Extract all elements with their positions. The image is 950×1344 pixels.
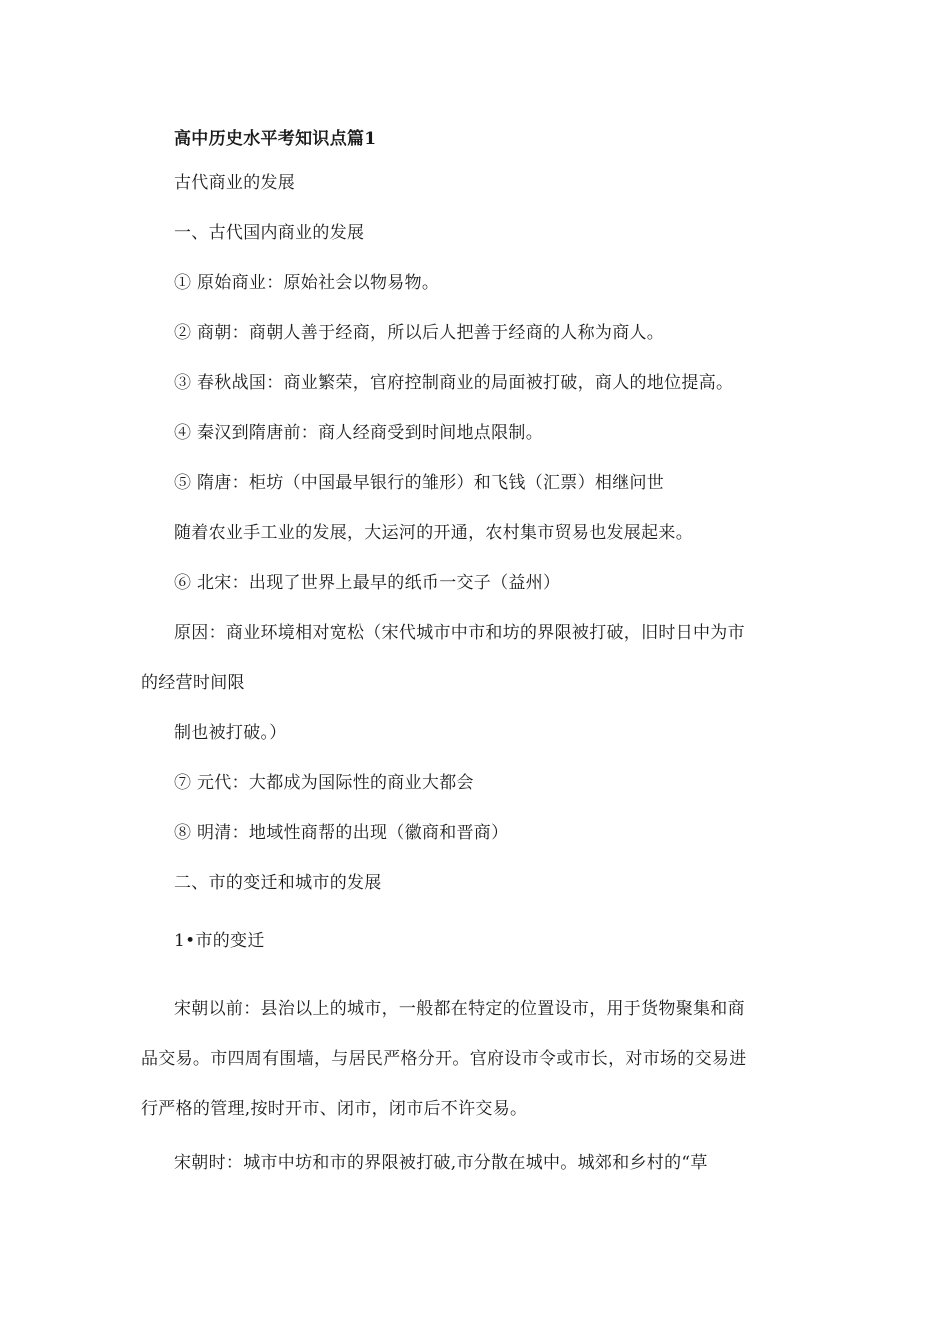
list-item: ④ 秦汉到隋唐前：商人经商受到时间地点限制。 <box>174 423 544 443</box>
list-item: ⑦ 元代：大都成为国际性的商业大都会 <box>174 773 474 793</box>
paragraph-line: 随着农业手工业的发展，大运河的开通，农村集市贸易也发展起来。 <box>174 523 693 543</box>
list-item: ③ 春秋战国：商业繁荣，官府控制商业的局面被打破，商人的地位提高。 <box>174 373 734 393</box>
paragraph-line: 制也被打破。） <box>174 723 287 743</box>
paragraph-line: 行严格的管理,按时开市、闭市，闭市后不许交易。 <box>141 1099 528 1119</box>
paragraph-line: 的经营时间限 <box>141 673 245 693</box>
list-item: ② 商朝：商朝人善于经商，所以后人把善于经商的人称为商人。 <box>174 323 665 343</box>
subsection-heading: 二、市的变迁和城市的发展 <box>174 873 382 893</box>
list-item: ⑤ 隋唐：柜坊（中国最早银行的雏形）和飞钱（汇票）相继问世 <box>174 473 665 493</box>
subsection-heading: 一、古代国内商业的发展 <box>174 223 365 243</box>
list-item: ① 原始商业：原始社会以物易物。 <box>174 273 440 293</box>
paragraph-line: 品交易。市四周有围墙，与居民严格分开。官府设市令或市长，对市场的交易进 <box>141 1049 747 1069</box>
section-heading: 古代商业的发展 <box>174 173 296 193</box>
list-item: ⑥ 北宋：出现了世界上最早的纸币一交子（益州） <box>174 573 561 593</box>
paragraph-line: 宋朝时：城市中坊和市的界限被打破,市分散在城中。城郊和乡村的“草 <box>174 1153 708 1173</box>
document-title: 高中历史水平考知识点篇1 <box>174 129 377 149</box>
paragraph-line: 宋朝以前：县治以上的城市，一般都在特定的位置设市，用于货物聚集和商 <box>174 999 745 1019</box>
paragraph-line: 原因：商业环境相对宽松（宋代城市中市和坊的界限被打破，旧时日中为市 <box>174 623 745 643</box>
list-item: ⑧ 明清：地域性商帮的出现（徽商和晋商） <box>174 823 509 843</box>
subsection-heading: 1•市的变迁 <box>174 931 265 951</box>
